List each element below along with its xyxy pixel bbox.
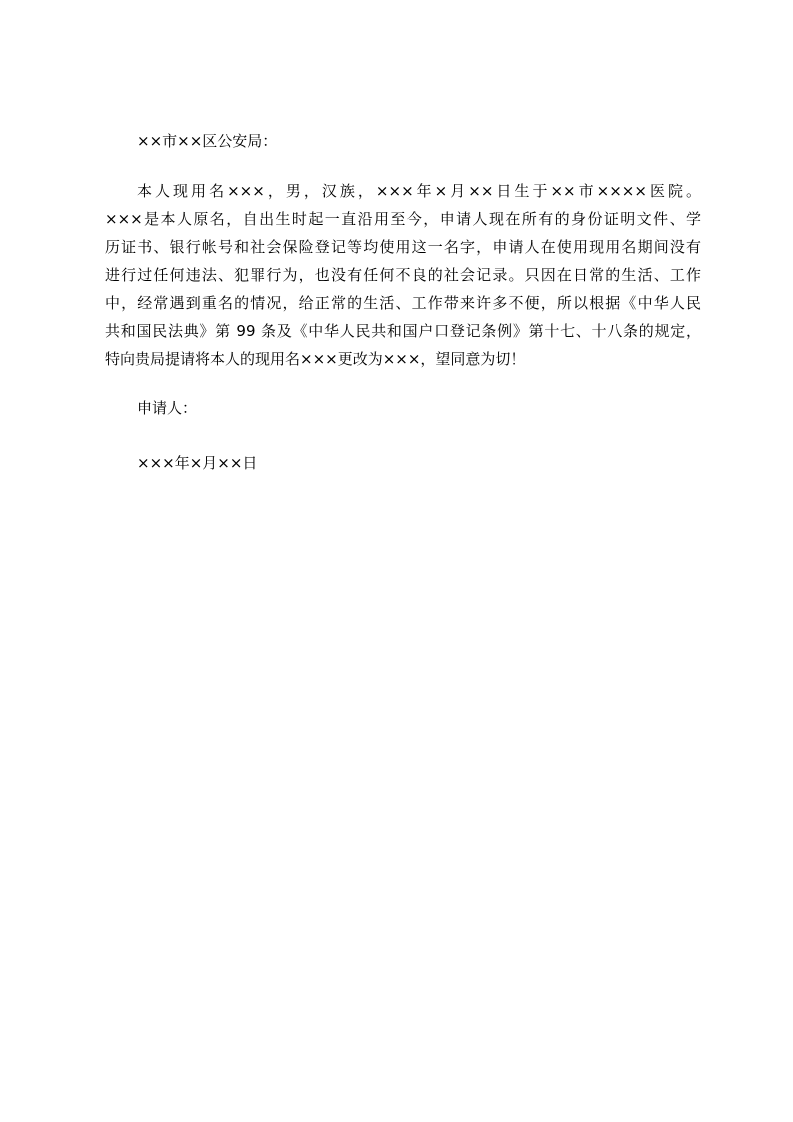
body-line: 特向贵局提请将本人的现用名×××更改为×××，望同意为切！ <box>105 350 526 368</box>
applicant-label: 申请人： <box>137 399 198 417</box>
date-line: ×××年×月××日 <box>137 454 258 472</box>
letter-body <box>105 181 701 377</box>
body-line: 中，经常遇到重名的情况，给正常的生活、工作带来许多不便，所以根据《中华人民 <box>105 294 701 312</box>
body-line: 本人现用名×××，男，汉族，×××年×月××日生于××市××××医院。 <box>137 182 701 200</box>
body-line: 进行过任何违法、犯罪行为，也没有任何不良的社会记录。只因在日常的生活、工作 <box>105 266 701 284</box>
body-line: 共和国民法典》第 99 条及《中华人民共和国户口登记条例》第十七、十八条的规定， <box>105 322 701 340</box>
salutation: ××市××区公安局： <box>137 132 278 150</box>
body-line: 历证书、银行帐号和社会保险登记等均使用这一名字，申请人在使用现用名期间没有 <box>105 238 701 256</box>
body-line: ×××是本人原名，自出生时起一直沿用至今，申请人现在所有的身份证明文件、学 <box>105 210 701 228</box>
